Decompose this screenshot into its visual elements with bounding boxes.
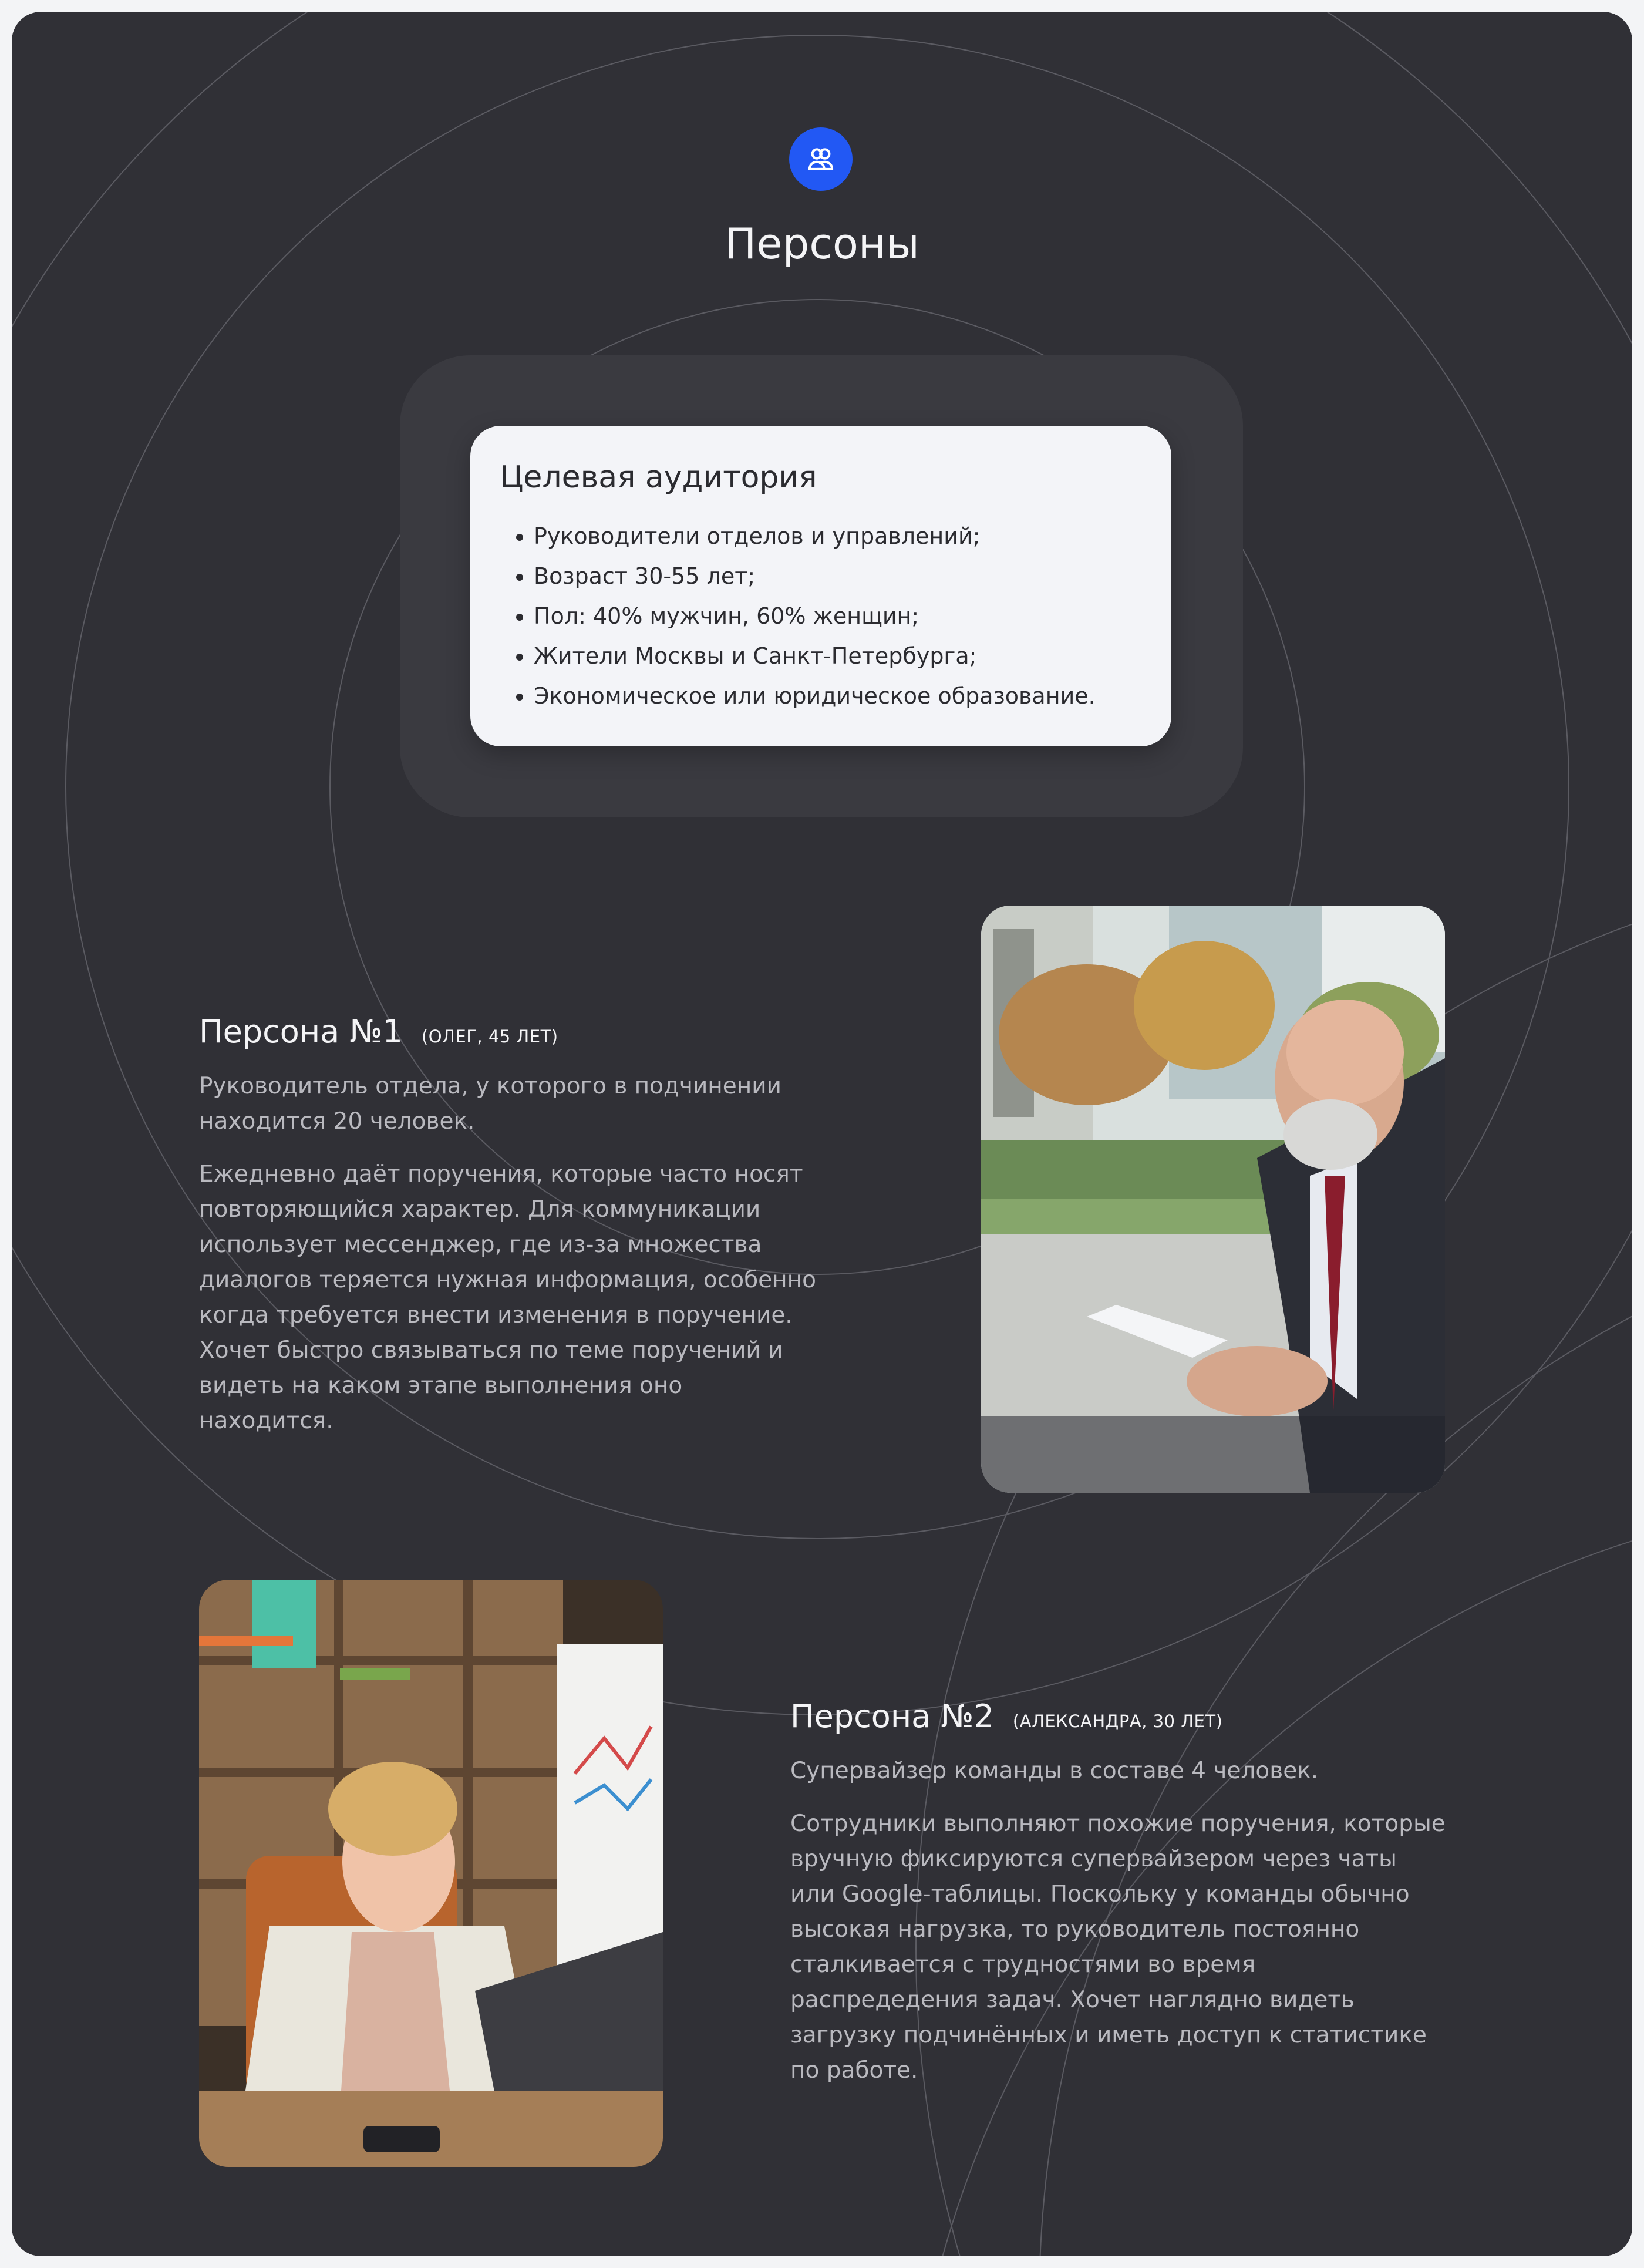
persona-1-paragraph: Ежедневно даёт поручения, которые часто носят повторяющийся характер. Для коммуникации использует мессенджер, где из-за множества диалогов теряется нужная информация, особенно когда требуется внести изменения в поручение. Хочет быстро связываться по теме поручений и видеть на каком этапе выполнения оно находится. (199, 1161, 816, 1434)
audience-item: • Экономическое или юридическое образование. (534, 676, 1096, 716)
persona-1-photo (981, 906, 1445, 1493)
audience-item: • Руководители отделов и управлений; (534, 516, 1096, 556)
persona-1-title: Персона №1 (199, 1013, 403, 1050)
personas-panel (12, 12, 1632, 2256)
persona-2-description (790, 1754, 1448, 2106)
persona-1-heading (199, 1011, 558, 1052)
persona-1-paragraph: Руководитель отдела, у которого в подчинении находится 20 человек. (199, 1073, 781, 1135)
persona-2-paragraph: Сотрудники выполняют похожие поручения, которые вручную фиксируются супервайзером через чаты или Google-таблицы. Поскольку у команды обычно высокая нагрузка, то руководитель постоянно сталкивается с трудностями во время распредедения задач. Хочет наглядно видеть загрузку подчинённых и иметь доступ к статистике по работе. (790, 1811, 1446, 2084)
audience-item: • Пол: 40% мужчин, 60% женщин; (534, 596, 1096, 636)
persona-2-photo (199, 1580, 663, 2167)
target-audience-card (470, 426, 1171, 746)
persona-1-subtitle: (ОЛЕГ, 45 ЛЕТ) (421, 1027, 558, 1046)
audience-title: Целевая аудитория (500, 460, 817, 495)
audience-item: • Жители Москвы и Санкт-Петербурга; (534, 636, 1096, 676)
page-title: Персоны (725, 219, 919, 268)
persona-2-title: Персона №2 (790, 1698, 994, 1735)
persona-2-subtitle: (АЛЕКСАНДРА, 30 ЛЕТ) (1012, 1711, 1223, 1731)
audience-list (500, 516, 1096, 716)
audience-item: • Возраст 30-55 лет; (534, 556, 1096, 596)
persona-1-description (199, 1069, 821, 1456)
users-icon (789, 127, 853, 191)
persona-2-heading (790, 1696, 1222, 1737)
persona-2-paragraph: Супервайзер команды в составе 4 человек. (790, 1758, 1319, 1784)
